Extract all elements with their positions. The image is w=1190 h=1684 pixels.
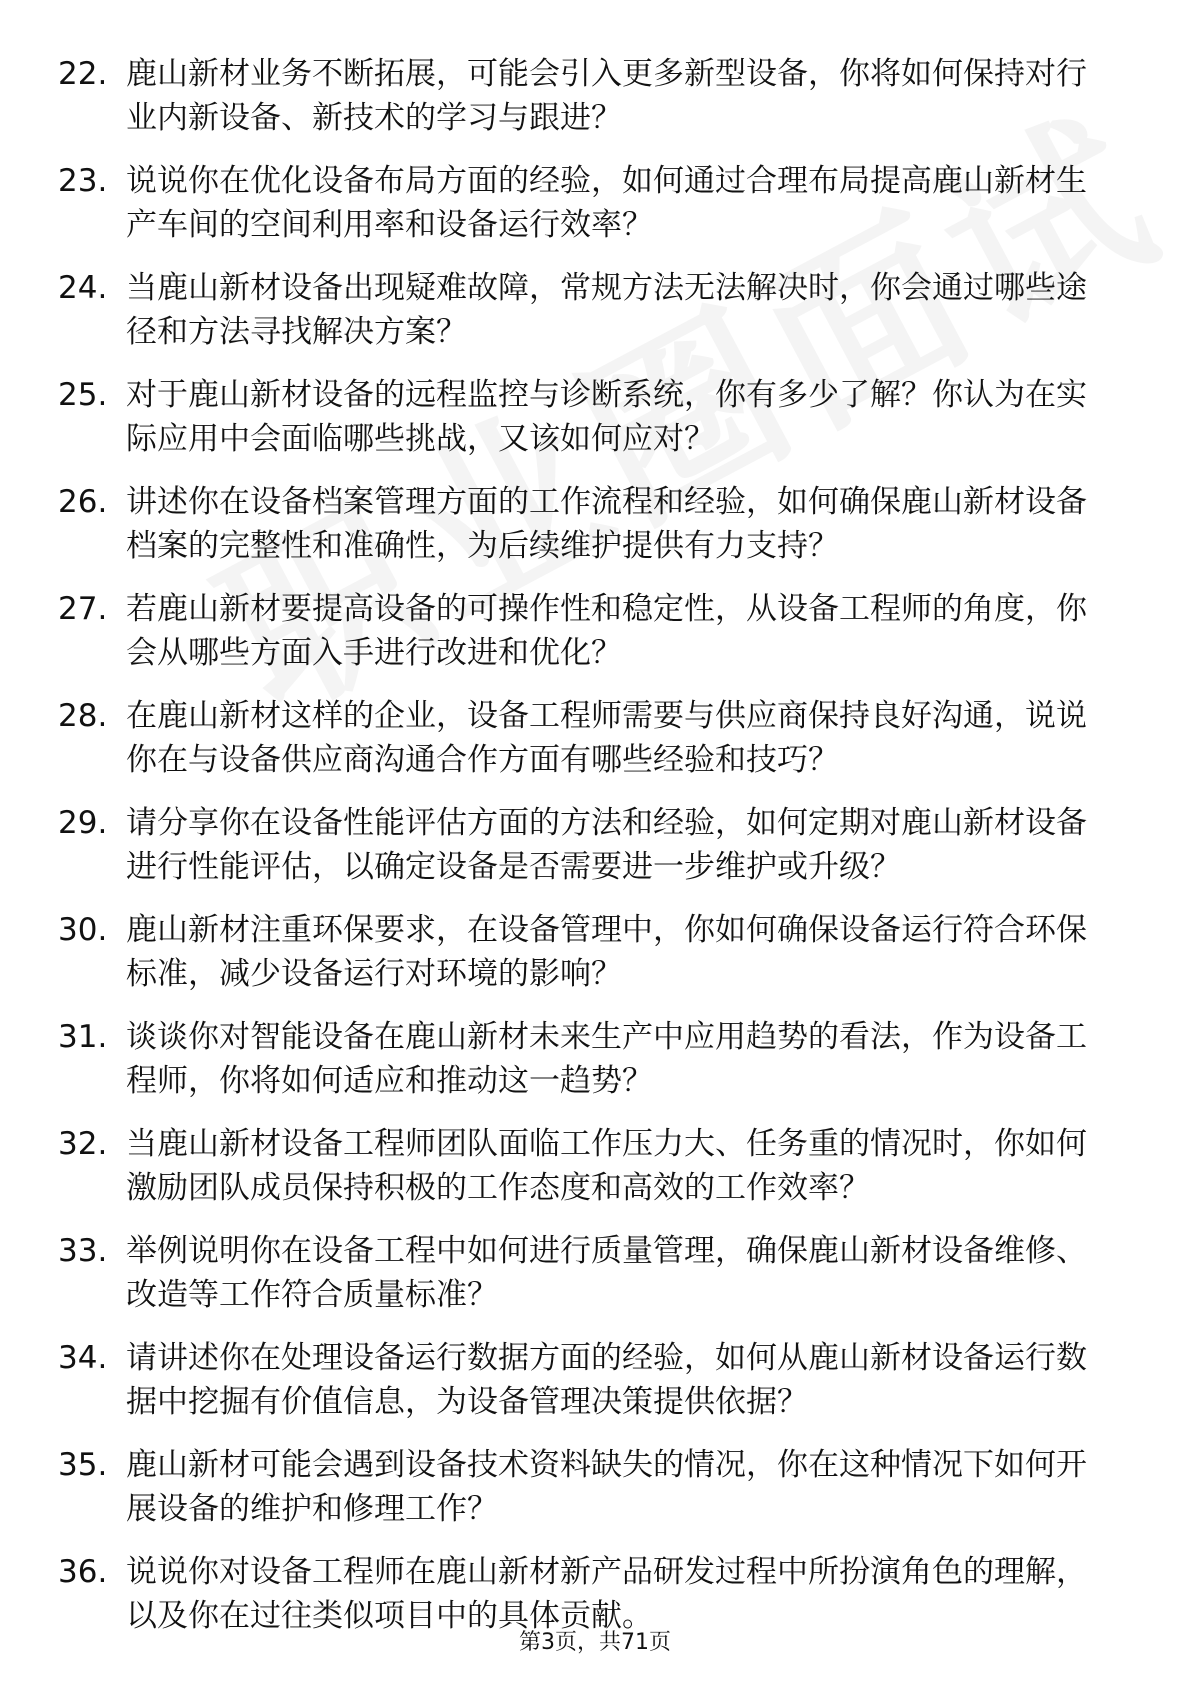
question-number: 27. [58, 591, 108, 627]
question-number: 33. [58, 1233, 108, 1269]
question-text: 请分享你在设备性能评估方面的方法和经验，如何定期对鹿山新材设备进行性能评估，以确定设备是否需要进一步维护或升级？ [126, 805, 1087, 885]
question-text: 鹿山新材业务不断拓展，可能会引入更多新型设备，你将如何保持对行业内新设备、新技术的学习与跟进？ [126, 56, 1087, 136]
question-number: 26. [58, 484, 108, 520]
question-item-34 [58, 1336, 1108, 1424]
page-footer: 第3页，共71页 [519, 1630, 671, 1655]
question-text: 当鹿山新材设备工程师团队面临工作压力大、任务重的情况时，你如何激励团队成员保持积极的工作态度和高效的工作效率？ [126, 1126, 1087, 1206]
question-number: 35. [58, 1447, 108, 1483]
question-item-25 [58, 373, 1108, 461]
question-item-29 [58, 801, 1108, 889]
question-item-23 [58, 159, 1108, 247]
question-number: 30. [58, 912, 108, 948]
question-number: 22. [58, 56, 108, 92]
question-item-27 [58, 587, 1108, 675]
question-number: 28. [58, 698, 108, 734]
question-item-30 [58, 908, 1108, 996]
question-number: 29. [58, 805, 108, 841]
question-item-24 [58, 266, 1108, 354]
question-number: 34. [58, 1340, 108, 1376]
question-number: 24. [58, 270, 108, 306]
question-text: 当鹿山新材设备出现疑难故障，常规方法无法解决时，你会通过哪些途径和方法寻找解决方案？ [126, 270, 1087, 350]
question-text: 若鹿山新材要提高设备的可操作性和稳定性，从设备工程师的角度，你会从哪些方面入手进行改进和优化？ [126, 591, 1087, 671]
question-text: 鹿山新材可能会遇到设备技术资料缺失的情况，你在这种情况下如何开展设备的维护和修理工作？ [126, 1447, 1087, 1527]
question-item-26 [58, 480, 1108, 568]
question-list [58, 52, 1108, 1657]
question-text: 说说你对设备工程师在鹿山新材新产品研发过程中所扮演角色的理解，以及你在过往类似项目中的具体贡献。 [126, 1554, 1087, 1634]
question-number: 32. [58, 1126, 108, 1162]
question-item-32 [58, 1122, 1108, 1210]
question-item-22 [58, 52, 1108, 140]
question-item-31 [58, 1015, 1108, 1103]
question-number: 31. [58, 1019, 108, 1055]
question-text: 举例说明你在设备工程中如何进行质量管理，确保鹿山新材设备维修、改造等工作符合质量标准？ [126, 1233, 1087, 1313]
question-text: 请讲述你在处理设备运行数据方面的经验，如何从鹿山新材设备运行数据中挖掘有价值信息，为设备管理决策提供依据？ [126, 1340, 1087, 1420]
question-text: 对于鹿山新材设备的远程监控与诊断系统，你有多少了解？你认为在实际应用中会面临哪些挑战，又该如何应对？ [126, 377, 1087, 457]
question-number: 25. [58, 377, 108, 413]
question-item-33 [58, 1229, 1108, 1317]
question-item-28 [58, 694, 1108, 782]
question-text: 在鹿山新材这样的企业，设备工程师需要与供应商保持良好沟通，说说你在与设备供应商沟通合作方面有哪些经验和技巧？ [126, 698, 1087, 778]
question-text: 讲述你在设备档案管理方面的工作流程和经验，如何确保鹿山新材设备档案的完整性和准确性，为后续维护提供有力支持？ [126, 484, 1087, 564]
question-number: 36. [58, 1554, 108, 1590]
question-text: 鹿山新材注重环保要求，在设备管理中，你如何确保设备运行符合环保标准，减少设备运行对环境的影响？ [126, 912, 1087, 992]
question-item-35 [58, 1443, 1108, 1531]
question-text: 说说你在优化设备布局方面的经验，如何通过合理布局提高鹿山新材生产车间的空间利用率和设备运行效率？ [126, 163, 1087, 243]
question-number: 23. [58, 163, 108, 199]
question-text: 谈谈你对智能设备在鹿山新材未来生产中应用趋势的看法，作为设备工程师，你将如何适应和推动这一趋势？ [126, 1019, 1087, 1099]
